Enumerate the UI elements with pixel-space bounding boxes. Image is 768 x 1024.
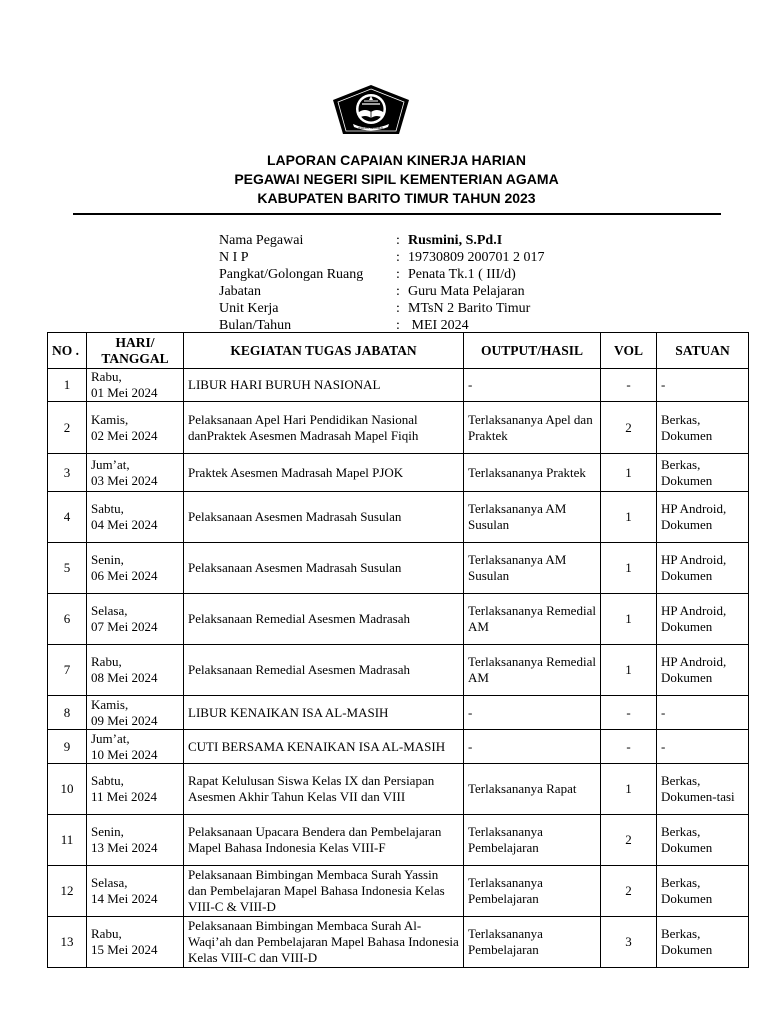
cell-vol: 2 [601, 815, 657, 866]
cell-output: Terlaksananya Praktek [464, 454, 601, 492]
cell-satuan: Berkas, Dokumen [657, 866, 749, 917]
cell-output: Terlaksananya AM Susulan [464, 543, 601, 594]
cell-vol: 2 [601, 402, 657, 454]
header-output: OUTPUT/HASIL [464, 333, 601, 369]
header-kegiatan: KEGIATAN TUGAS JABATAN [184, 333, 464, 369]
info-pangkat: Pangkat/Golongan Ruang : Penata Tk.1 ( III/d) [219, 267, 516, 282]
cell-no: 8 [48, 696, 87, 730]
cell-tanggal: 02 Mei 2024 [91, 427, 158, 443]
cell-tanggal: 03 Mei 2024 [91, 472, 158, 488]
cell-hari-tanggal [87, 594, 184, 645]
cell-tanggal: 01 Mei 2024 [91, 385, 158, 400]
cell-hari-tanggal [87, 815, 184, 866]
table-row [48, 369, 749, 402]
cell-hari: Rabu, [91, 654, 122, 669]
cell-satuan: HP Android, Dokumen [657, 543, 749, 594]
cell-vol: 3 [601, 917, 657, 968]
cell-hari: Senin, [91, 824, 124, 839]
heading-divider [73, 213, 721, 215]
cell-hari-tanggal [87, 402, 184, 454]
cell-hari-tanggal [87, 764, 184, 815]
cell-tanggal: 06 Mei 2024 [91, 568, 158, 583]
cell-satuan: Berkas, Dokumen-tasi [657, 764, 749, 815]
cell-no: 7 [48, 645, 87, 696]
cell-satuan: HP Android, Dokumen [657, 492, 749, 543]
cell-no: 5 [48, 543, 87, 594]
cell-output: - [464, 696, 601, 730]
employee-info [219, 232, 545, 334]
cell-tanggal: 13 Mei 2024 [91, 840, 158, 855]
cell-satuan: HP Android, Dokumen [657, 645, 749, 696]
cell-satuan: Berkas, Dokumen [657, 815, 749, 866]
cell-no: 12 [48, 866, 87, 917]
cell-no: 11 [48, 815, 87, 866]
cell-kegiatan: Pelaksanaan Bimbingan Membaca Surah Yassin dan Pembelajaran Mapel Bahasa Indonesia Kelas VIII-C & VIII-D [184, 866, 464, 917]
cell-kegiatan: Pelaksanaan Apel Hari Pendidikan Nasional danPraktek Asesmen Madrasah Mapel Fiqih [184, 402, 464, 454]
cell-tanggal: 10 Mei 2024 [91, 746, 158, 762]
cell-output: Terlaksananya Pembelajaran [464, 815, 601, 866]
cell-vol: 1 [601, 594, 657, 645]
cell-output: Terlaksananya Rapat [464, 764, 601, 815]
info-bulan: Bulan/Tahun : MEI 2024 [219, 318, 469, 333]
info-value: MEI 2024 [408, 318, 469, 333]
cell-kegiatan: Pelaksanaan Remedial Asesmen Madrasah [184, 645, 464, 696]
cell-vol: - [601, 369, 657, 402]
table-row [48, 594, 749, 645]
title-line-2: PEGAWAI NEGERI SIPIL KEMENTERIAN AGAMA [234, 171, 559, 187]
cell-hari-tanggal [87, 454, 184, 492]
cell-output: - [464, 369, 601, 402]
info-label: Bulan/Tahun [219, 318, 292, 333]
cell-output: Terlaksananya AM Susulan [464, 492, 601, 543]
cell-tanggal: 15 Mei 2024 [91, 942, 158, 957]
table-row [48, 454, 749, 492]
title-line-1: LAPORAN CAPAIAN KINERJA HARIAN [266, 152, 526, 168]
cell-satuan: - [657, 730, 749, 764]
cell-tanggal: 09 Mei 2024 [91, 712, 158, 728]
cell-tanggal: 08 Mei 2024 [91, 670, 158, 685]
cell-satuan: - [657, 369, 749, 402]
cell-hari: Jum’at, [91, 456, 130, 472]
cell-vol: - [601, 730, 657, 764]
cell-satuan: - [657, 696, 749, 730]
cell-no: 10 [48, 764, 87, 815]
cell-kegiatan: LIBUR HARI BURUH NASIONAL [184, 369, 464, 402]
header-satuan: SATUAN [657, 333, 749, 369]
cell-hari: Senin, [91, 552, 124, 567]
info-label: Pangkat/Golongan Ruang [219, 267, 364, 282]
table-row [48, 402, 749, 454]
cell-hari: Sabtu, [91, 501, 124, 516]
cell-hari: Rabu, [91, 926, 122, 941]
cell-hari-tanggal [87, 917, 184, 968]
cell-tanggal: 14 Mei 2024 [91, 891, 158, 906]
cell-hari: Kamis, [91, 411, 129, 427]
header-vol: VOL [601, 333, 657, 369]
cell-satuan: Berkas, Dokumen [657, 454, 749, 492]
cell-output: Terlaksananya Remedial AM [464, 594, 601, 645]
activity-table [47, 332, 749, 968]
table-row [48, 764, 749, 815]
info-value: 19730809 200701 2 017 [408, 250, 545, 265]
info-nama: Nama Pegawai : Rusmini, S.Pd.I [219, 233, 503, 248]
cell-hari: Jum’at, [91, 730, 130, 746]
cell-satuan: HP Android, Dokumen [657, 594, 749, 645]
cell-no: 6 [48, 594, 87, 645]
cell-vol: 2 [601, 866, 657, 917]
cell-hari: Kamis, [91, 696, 129, 712]
cell-no: 3 [48, 454, 87, 492]
cell-vol: 1 [601, 764, 657, 815]
cell-tanggal: 04 Mei 2024 [91, 517, 158, 532]
cell-kegiatan: CUTI BERSAMA KENAIKAN ISA AL-MASIH [184, 730, 464, 764]
cell-tanggal: 11 Mei 2024 [91, 789, 157, 804]
cell-kegiatan: Pelaksanaan Upacara Bendera dan Pembelajaran Mapel Bahasa Indonesia Kelas VIII-F [184, 815, 464, 866]
cell-hari-tanggal [87, 730, 184, 764]
info-jabatan: Jabatan : Guru Mata Pelajaran [219, 284, 525, 299]
table-row [48, 866, 749, 917]
cell-hari-tanggal [87, 866, 184, 917]
cell-hari-tanggal [87, 543, 184, 594]
document-heading [0, 151, 768, 208]
cell-output: - [464, 730, 601, 764]
title-line-3: KABUPATEN BARITO TIMUR TAHUN 2023 [257, 190, 536, 206]
info-label: Unit Kerja [219, 301, 279, 316]
cell-vol: 1 [601, 492, 657, 543]
cell-vol: 1 [601, 454, 657, 492]
table-row [48, 696, 749, 730]
table-header-row [48, 333, 749, 369]
cell-vol: 1 [601, 645, 657, 696]
cell-output: Terlaksananya Remedial AM [464, 645, 601, 696]
cell-satuan: Berkas, Dokumen [657, 402, 749, 454]
cell-hari: Selasa, [91, 603, 128, 618]
cell-kegiatan: Pelaksanaan Bimbingan Membaca Surah Al-Waqi’ah dan Pembelajaran Mapel Bahasa Indonesia Kelas VIII-C dan VIII-D [184, 917, 464, 968]
header-no: NO . [48, 333, 87, 369]
info-label: N I P [219, 250, 249, 265]
table-row [48, 492, 749, 543]
info-value: Rusmini, S.Pd.I [408, 233, 503, 248]
cell-vol: 1 [601, 543, 657, 594]
cell-output: Terlaksananya Pembelajaran [464, 917, 601, 968]
cell-hari-tanggal [87, 369, 184, 402]
info-value: Penata Tk.1 ( III/d) [408, 267, 516, 282]
table-row [48, 815, 749, 866]
cell-kegiatan: LIBUR KENAIKAN ISA AL-MASIH [184, 696, 464, 730]
cell-output: Terlaksananya Apel dan Praktek [464, 402, 601, 454]
table-row [48, 645, 749, 696]
logo-motto: IKHLAS BERAMAL [358, 126, 384, 130]
info-nip: N I P : 19730809 200701 2 017 [219, 250, 545, 265]
cell-kegiatan: Pelaksanaan Asesmen Madrasah Susulan [184, 492, 464, 543]
info-unit: Unit Kerja : MTsN 2 Barito Timur [219, 301, 531, 316]
cell-kegiatan: Pelaksanaan Remedial Asesmen Madrasah [184, 594, 464, 645]
cell-hari: Selasa, [91, 875, 128, 890]
cell-satuan: Berkas, Dokumen [657, 917, 749, 968]
table-row [48, 543, 749, 594]
cell-vol: - [601, 696, 657, 730]
cell-no: 9 [48, 730, 87, 764]
cell-hari-tanggal [87, 645, 184, 696]
table-row [48, 730, 749, 764]
cell-tanggal: 07 Mei 2024 [91, 619, 158, 634]
kemenag-logo [331, 84, 411, 136]
info-label: Jabatan [219, 284, 261, 299]
info-value: Guru Mata Pelajaran [408, 284, 525, 299]
cell-no: 2 [48, 402, 87, 454]
cell-hari-tanggal [87, 492, 184, 543]
cell-no: 4 [48, 492, 87, 543]
cell-hari-tanggal [87, 696, 184, 730]
header-hari: HARI/ TANGGAL [87, 333, 184, 369]
cell-output: Terlaksananya Pembelajaran [464, 866, 601, 917]
cell-kegiatan: Pelaksanaan Asesmen Madrasah Susulan [184, 543, 464, 594]
info-label: Nama Pegawai [219, 233, 304, 248]
cell-hari: Rabu, [91, 369, 122, 384]
cell-no: 1 [48, 369, 87, 402]
info-value: MTsN 2 Barito Timur [408, 301, 531, 316]
cell-kegiatan: Praktek Asesmen Madrasah Mapel PJOK [184, 454, 464, 492]
table-row [48, 917, 749, 968]
cell-hari: Sabtu, [91, 773, 124, 788]
cell-kegiatan: Rapat Kelulusan Siswa Kelas IX dan Persiapan Asesmen Akhir Tahun Kelas VII dan VIII [184, 764, 464, 815]
cell-no: 13 [48, 917, 87, 968]
